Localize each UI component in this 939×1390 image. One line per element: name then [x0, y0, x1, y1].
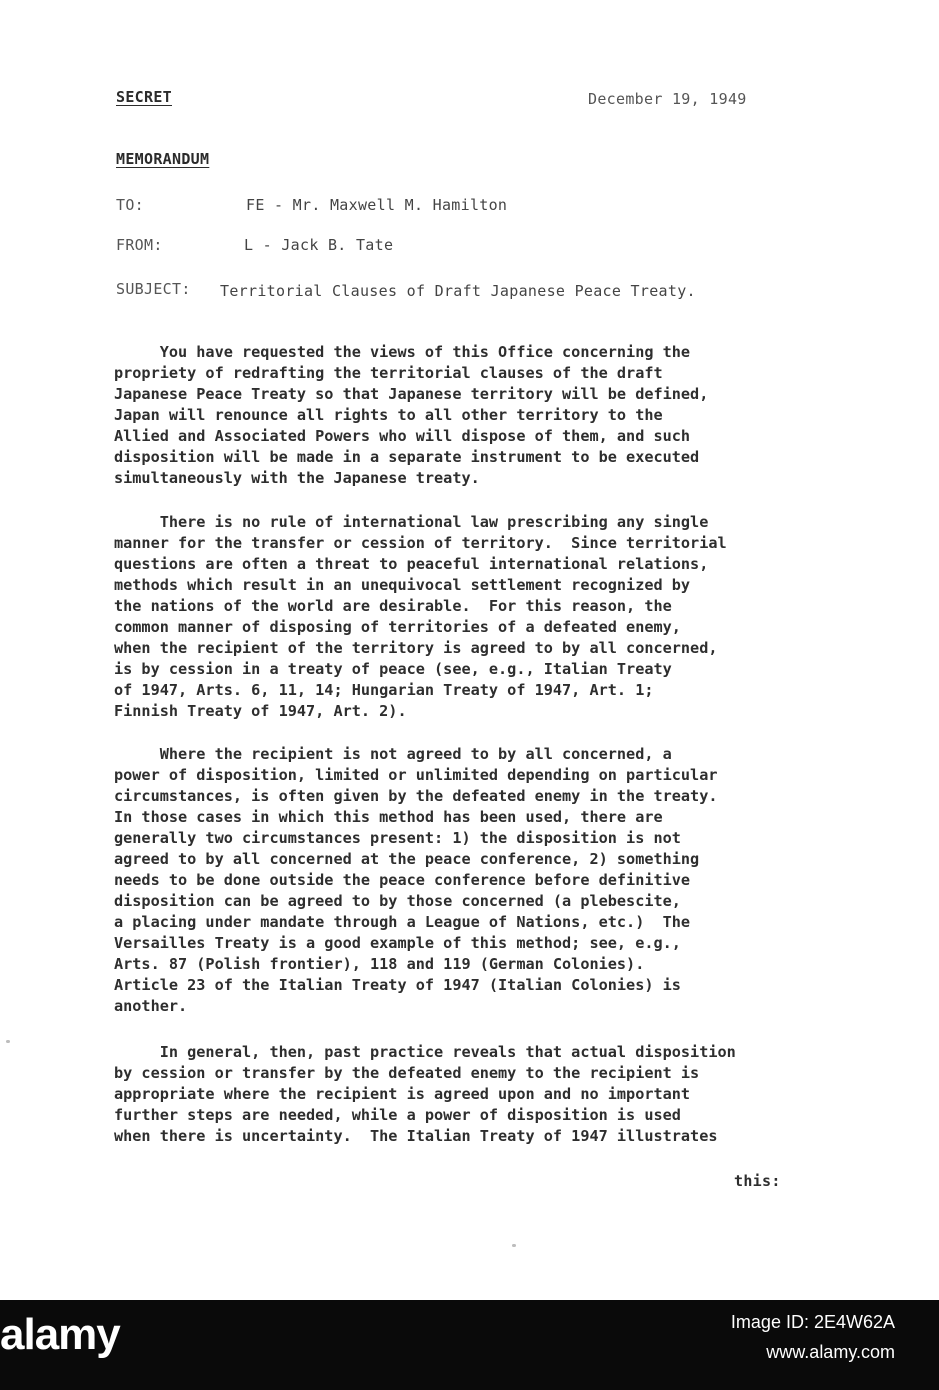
paragraph-line: questions are often a threat to peaceful international relations,: [114, 555, 709, 573]
paragraph-line: by cession or transfer by the defeated enemy to the recipient is: [114, 1064, 700, 1082]
paragraph-line: when the recipient of the territory is agreed to by all concerned,: [114, 639, 718, 657]
paragraph-line: Where the recipient is not agreed to by all concerned, a: [114, 745, 672, 763]
to-value: FE - Mr. Maxwell M. Hamilton: [246, 196, 508, 214]
paragraph-line: another.: [114, 997, 188, 1015]
watermark-brand: alamy: [0, 1310, 120, 1359]
paragraph-line: Japanese Peace Treaty so that Japanese territory will be defined,: [114, 385, 709, 403]
paragraph-line: circumstances, is often given by the defeated enemy in the treaty.: [114, 787, 718, 805]
classification-label: SECRET: [116, 88, 172, 106]
paragraph-line: Finnish Treaty of 1947, Art. 2).: [114, 702, 407, 720]
paragraph-line: agreed to by all concerned at the peace conference, 2) something: [114, 850, 700, 868]
paragraph-line: a placing under mandate through a League of Nations, etc.) The: [114, 913, 691, 931]
paragraph-line: Japan will renounce all rights to all other territory to the: [114, 406, 663, 424]
paragraph-line: power of disposition, limited or unlimited depending on particular: [114, 766, 718, 784]
paragraph-line: Allied and Associated Powers who will dispose of them, and such: [114, 427, 691, 445]
from-value: L - Jack B. Tate: [244, 236, 394, 254]
paragraph-line: disposition will be made in a separate instrument to be executed: [114, 448, 700, 466]
from-label: FROM:: [116, 236, 163, 254]
paragraph-line: Article 23 of the Italian Treaty of 1947 (Italian Colonies) is: [114, 976, 681, 994]
paragraph-line: is by cession in a treaty of peace (see, e.g., Italian Treaty: [114, 660, 672, 678]
paragraph-line: You have requested the views of this Office concerning the: [114, 343, 691, 361]
memo-type-heading: MEMORANDUM: [116, 150, 210, 168]
paragraph-line: Versailles Treaty is a good example of this method; see, e.g.,: [114, 934, 681, 952]
paragraph-line: common manner of disposing of territories of a defeated enemy,: [114, 618, 681, 636]
paragraph-line: of 1947, Arts. 6, 11, 14; Hungarian Treaty of 1947, Art. 1;: [114, 681, 654, 699]
to-label: TO:: [116, 196, 144, 214]
subject-label: SUBJECT:: [116, 280, 191, 298]
paragraph-line: needs to be done outside the peace conference before definitive: [114, 871, 691, 889]
paragraph-line: methods which result in an unequivocal settlement recognized by: [114, 576, 691, 594]
paragraph-line: generally two circumstances present: 1) the disposition is not: [114, 829, 681, 847]
paragraph-line: In those cases in which this method has been used, there are: [114, 808, 663, 826]
paper-speck: [6, 1040, 10, 1043]
paragraph-line: manner for the transfer or cession of territory. Since territorial: [114, 534, 727, 552]
watermark-image-id: Image ID: 2E4W62A: [730, 1312, 895, 1332]
continuation-word: this:: [734, 1172, 781, 1190]
paragraph-line: Arts. 87 (Polish frontier), 118 and 119 (German Colonies).: [114, 955, 645, 973]
paragraph-line: There is no rule of international law prescribing any single: [114, 513, 709, 531]
paragraph-line: propriety of redrafting the territorial clauses of the draft: [114, 364, 663, 382]
paragraph-line: when there is uncertainty. The Italian Treaty of 1947 illustrates: [114, 1127, 718, 1145]
paragraph-line: further steps are needed, while a power of disposition is used: [114, 1106, 681, 1124]
paragraph-line: the nations of the world are desirable. For this reason, the: [114, 597, 672, 615]
paragraph-line: In general, then, past practice reveals that actual disposition: [114, 1043, 736, 1061]
paper-speck: [512, 1244, 516, 1247]
paragraph-line: disposition can be agreed to by those concerned (a plebescite,: [114, 892, 681, 910]
subject-value: Territorial Clauses of Draft Japanese Peace Treaty.: [220, 282, 696, 300]
paragraph-line: appropriate where the recipient is agreed upon and no important: [114, 1085, 691, 1103]
paragraph-line: simultaneously with the Japanese treaty.: [114, 469, 480, 487]
memo-date: December 19, 1949: [588, 90, 747, 108]
watermark-url: www.alamy.com: [766, 1342, 895, 1362]
